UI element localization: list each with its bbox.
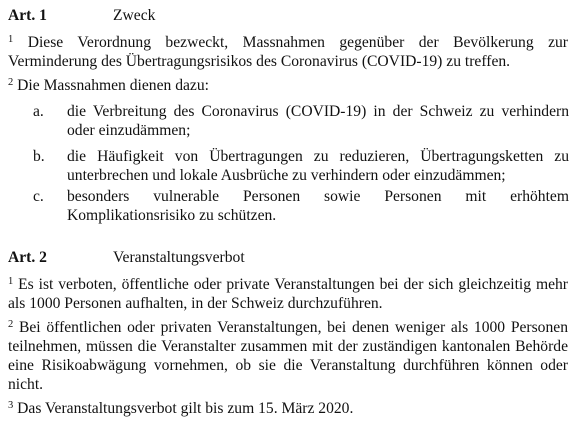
paragraph-text: Das Veranstaltungsverbot gilt bis zum 15. März 2020. [17,400,354,417]
paragraph-number: 1 [8,34,14,45]
paragraph-text: Diese Verordnung bezweckt, Massnahmen gegenüber der Bevölkerung zur Verminderung des Übertragungsrisikos des Coronavirus (COVID-19) zu treffen. [8,34,568,70]
list-item-text: die Häufigkeit von Übertragungen zu reduzieren, Übertragungsketten zu unterbrechen und lokale Ausbrüche zu verhindern oder einzudämmen; [67,148,569,184]
list-item-text: besonders vulnerable Personen sowie Personen mit erhöhtem Komplikationsrisiko zu schützen. [67,188,569,224]
paragraph-number: 2 [8,77,14,88]
list-item-letter: a. [33,103,44,120]
article-1-title: Zweck [113,7,156,24]
article-2-paragraph-2 [8,318,568,394]
paragraph-text: Bei öffentlichen oder privaten Veranstaltungen, bei denen weniger als 1000 Personen teilnehmen, müssen die Veranstalter zusammen mit der zuständigen kantonalen Behörde eine Risikoabwägung vornehmen, ob sie die Veranstaltung durchführen können oder nicht. [8,319,568,393]
article-1-paragraph-1 [8,33,568,71]
paragraph-text: Es ist verboten, öffentliche oder private Veranstaltungen bei der sich gleichzeitig mehr als 1000 Personen aufhalten, in der Schweiz durchzuführen. [8,276,568,312]
article-1-label: Art. 1 [8,7,47,24]
paragraph-number: 1 [8,276,14,287]
paragraph-text: Die Massnahmen dienen dazu: [17,77,209,94]
article-2-label: Art. 2 [8,249,47,266]
paragraph-number: 3 [8,400,14,411]
article-2-paragraph-3 [8,399,353,418]
list-item-text: die Verbreitung des Coronavirus (COVID-19) in der Schweiz zu verhindern oder einzudämmen; [67,103,569,139]
article-2-title: Veranstaltungsverbot [113,249,245,266]
article-2-paragraph-1 [8,275,568,313]
paragraph-number: 2 [8,319,14,330]
article-1-paragraph-2 [8,76,209,95]
list-item-letter: b. [33,148,45,165]
list-item-letter: c. [33,188,44,205]
